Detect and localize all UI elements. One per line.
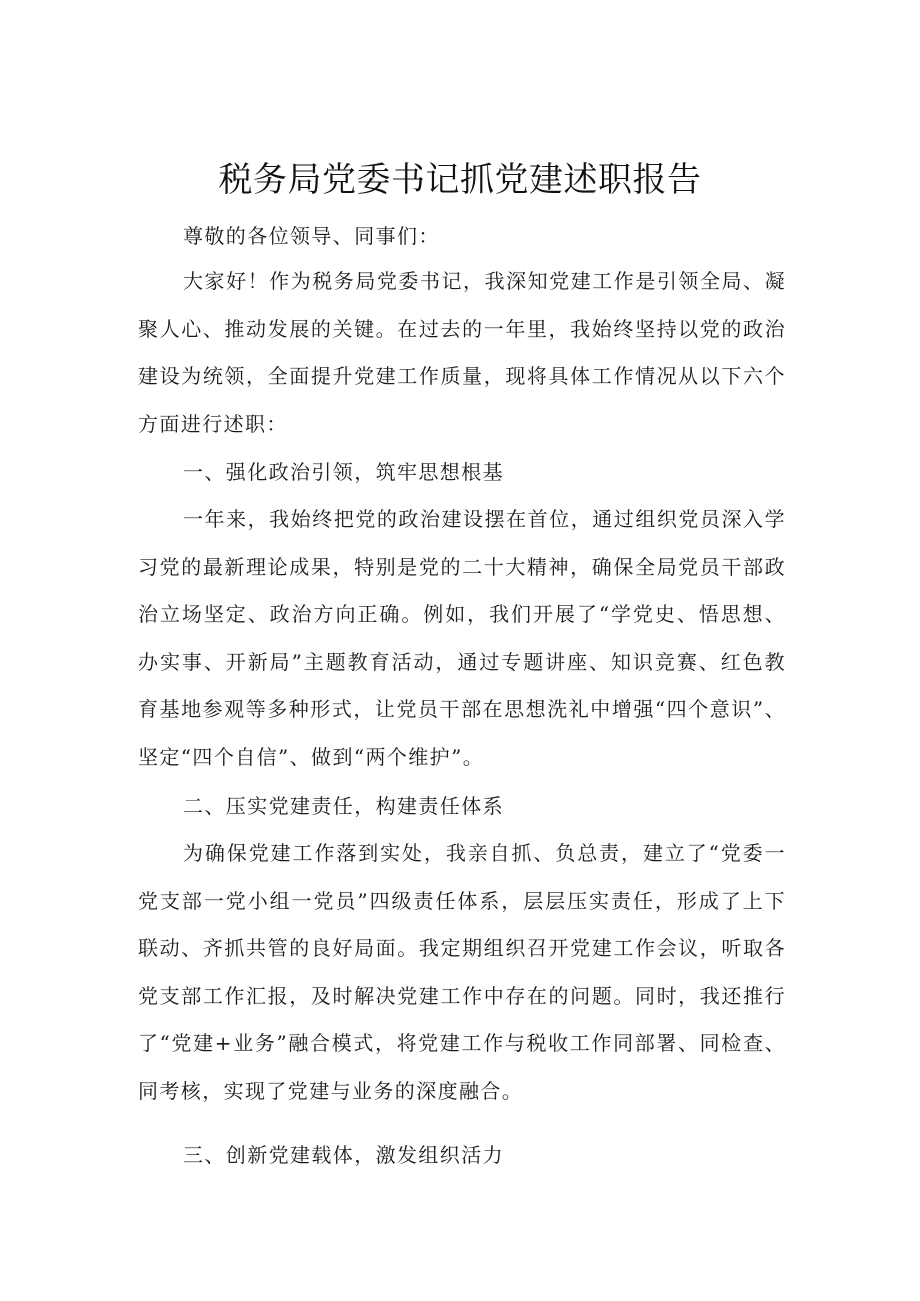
document-title: 税务局党委书记抓党建述职报告: [218, 160, 702, 200]
section-heading-3: 三、创新党建载体，激发组织活力: [183, 1143, 504, 1167]
section-heading-2: 二、压实党建责任，构建责任体系: [183, 794, 504, 818]
section-body-1: 一年来，我始终把党的政治建设摆在首位，通过组织党员深入学习党的最新理论成果，特别是党的二十大精神，确保全局党员干部政治立场坚定、政治方向正确。例如，我们开展了“学党史、悟思想、办实事、开新局”主题教育活动，通过专题讲座、知识竞赛、红色教育基地参观等多种形式，让党员干部在思想洗礼中增强“四个意识”、坚定“四个自信”、做到“两个维护”。: [138, 507, 786, 769]
section-body-2: 为确保党建工作落到实处，我亲自抓、负总责，建立了“党委一党支部一党小组一党员”四级责任体系，层层压实责任，形成了上下联动、齐抓共管的良好局面。我定期组织召开党建工作会议，听取各党支部工作汇报，及时解决党建工作中存在的问题。同时，我还推行了“党建+业务”融合模式，将党建工作与税收工作同部署、同检查、同考核，实现了党建与业务的深度融合。: [138, 841, 786, 1103]
greeting-paragraph: 尊敬的各位领导、同事们：: [183, 224, 440, 248]
section-heading-1: 一、强化政治引领，筑牢思想根基: [183, 460, 504, 484]
intro-paragraph: 大家好！作为税务局党委书记，我深知党建工作是引领全局、凝聚人心、推动发展的关键。在过去的一年里，我始终坚持以党的政治建设为统领，全面提升党建工作质量，现将具体工作情况从以下六个方面进行述职：: [138, 269, 786, 436]
